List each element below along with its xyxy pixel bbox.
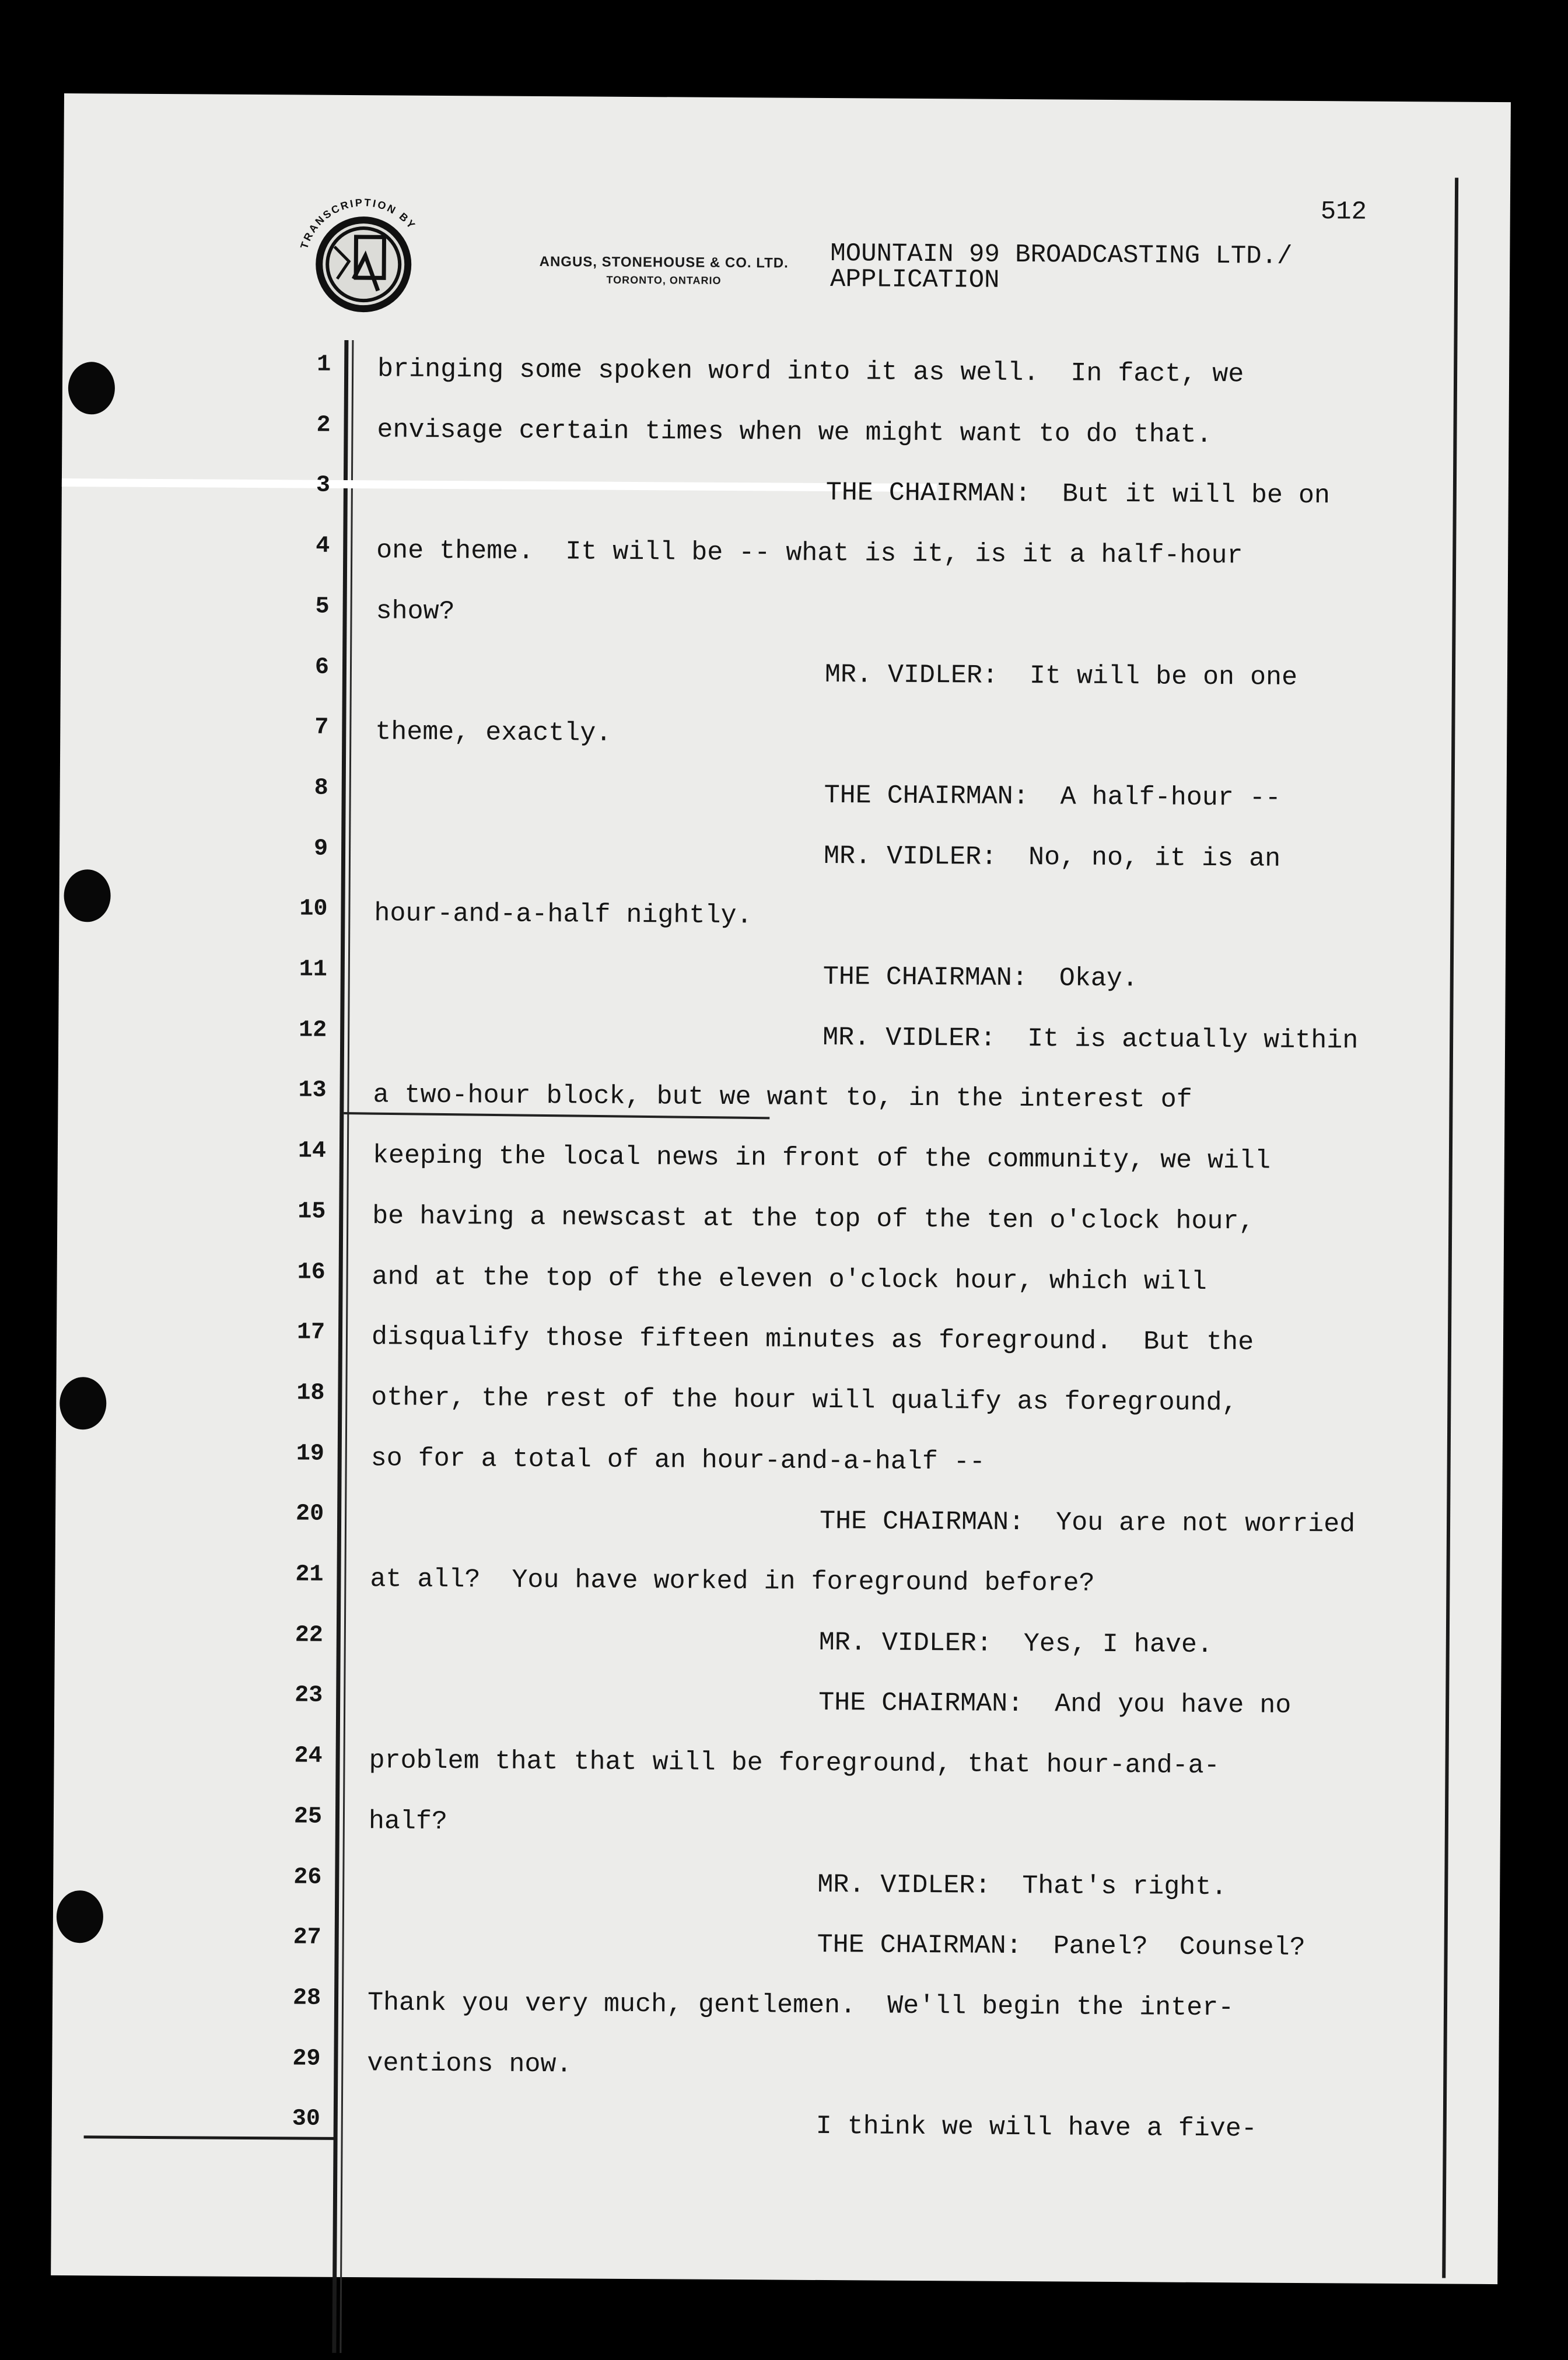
transcription-logo (290, 191, 437, 338)
speaker-line: MR. VIDLER: It will be on one (824, 659, 1298, 693)
speaker-line: THE CHAIRMAN: And you have no (818, 1688, 1292, 1721)
line-number: 4 (316, 533, 330, 560)
speaker-line: THE CHAIRMAN: Panel? Counsel? (817, 1930, 1306, 1963)
transcript-line (61, 592, 1449, 636)
line-text: theme, exactly. (375, 717, 612, 749)
line-text: one theme. It will be -- what is it, is it a half-hour (376, 536, 1243, 571)
transcript-line (61, 532, 1450, 575)
page-number: 512 (1320, 197, 1367, 227)
line-number: 24 (294, 1743, 323, 1770)
line-number: 27 (293, 1924, 321, 1951)
line-number: 7 (314, 714, 329, 741)
transcript-line (52, 1984, 1441, 2027)
transcript-line (62, 411, 1450, 454)
line-text: be having a newscast at the top of the ten o'clock hour, (372, 1201, 1255, 1237)
transcript-line (54, 1681, 1443, 1725)
transcript-line (53, 1862, 1441, 1906)
speaker-line: THE CHAIRMAN: A half-hour -- (824, 780, 1281, 813)
transcript-line (60, 834, 1448, 878)
transcript-line (52, 2104, 1440, 2148)
speaker-line: THE CHAIRMAN: Okay. (822, 962, 1139, 994)
speaker-line: MR. VIDLER: Yes, I have. (818, 1627, 1213, 1660)
transcript-line (58, 1016, 1447, 1060)
line-text: ventions now. (367, 2048, 572, 2079)
line-number: 23 (295, 1682, 323, 1709)
line-text: problem that that will be foreground, that hour-and-a- (369, 1746, 1220, 1781)
transcript-line (57, 1318, 1445, 1362)
transcript-line (55, 1560, 1443, 1604)
line-number: 29 (292, 2046, 321, 2072)
line-number: 3 (316, 473, 331, 499)
line-number: 21 (295, 1561, 324, 1588)
transcript-line (59, 955, 1447, 999)
line-number: 13 (298, 1077, 327, 1104)
line-number: 2 (316, 412, 331, 439)
line-text: keeping the local news in front of the community, we will (372, 1141, 1271, 1176)
line-number: 5 (315, 593, 330, 620)
transcript-line (62, 350, 1451, 394)
transcript-line (56, 1379, 1444, 1422)
transcript-line (60, 713, 1448, 757)
transcript-line (52, 1923, 1441, 1967)
line-number: 26 (293, 1863, 322, 1891)
line-number: 11 (299, 956, 327, 983)
firm-name: ANGUS, STONEHOUSE & CO. LTD. (539, 253, 789, 271)
transcript-line (58, 1137, 1446, 1180)
line-number: 9 (313, 835, 328, 862)
line-number: 28 (292, 1985, 321, 2012)
transcript-line (59, 894, 1447, 938)
transcript-line (62, 471, 1450, 515)
transcript-line (60, 774, 1448, 817)
line-number: 25 (293, 1803, 323, 1830)
line-number: 8 (314, 775, 328, 802)
transcript-line (54, 1802, 1442, 1846)
line-text: disqualify those fifteen minutes as foreground. But the (371, 1322, 1254, 1358)
speaker-line: MR. VIDLER: That's right. (817, 1869, 1227, 1902)
line-text: hour-and-a-half nightly. (374, 898, 752, 931)
line-number: 6 (314, 654, 330, 681)
line-text: show? (376, 596, 455, 627)
transcript-line (61, 652, 1449, 696)
transcript-line (57, 1257, 1445, 1301)
line-text: at all? You have worked in foreground before? (370, 1564, 1095, 1599)
title-line-1: MOUNTAIN 99 BROADCASTING LTD./ (830, 239, 1293, 271)
transcript-line (55, 1621, 1443, 1665)
speaker-line: I think we will have a five- (816, 2111, 1258, 2144)
line-number: 1 (317, 351, 331, 378)
line-text: and at the top of the eleven o'clock hour, which will (372, 1261, 1207, 1297)
line-number: 22 (295, 1622, 324, 1649)
transcript-page (51, 93, 1511, 2284)
line-text: so for a total of an hour-and-a-half -- (370, 1443, 986, 1477)
line-number: 12 (299, 1017, 327, 1044)
transcript-line (56, 1439, 1444, 1483)
line-number: 18 (296, 1380, 325, 1407)
line-text: Thank you very much, gentlemen. We'll begin the inter- (367, 1988, 1234, 2023)
line-number: 15 (298, 1198, 326, 1225)
transcript-line (55, 1499, 1444, 1543)
transcript-line (57, 1197, 1446, 1241)
firm-block (454, 253, 874, 288)
speaker-line: THE CHAIRMAN: You are not worried (819, 1506, 1356, 1540)
title-line-2: APPLICATION (830, 265, 1000, 295)
speaker-line: MR. VIDLER: No, no, it is an (823, 841, 1281, 874)
speaker-line: THE CHAIRMAN: But it will be on (825, 478, 1331, 511)
line-number: 20 (295, 1501, 324, 1528)
line-number: 30 (292, 2106, 320, 2133)
line-number: 14 (298, 1138, 327, 1165)
line-text: other, the rest of the hour will qualify as foreground, (371, 1383, 1238, 1418)
line-number: 17 (296, 1319, 326, 1346)
firm-city: TORONTO, ONTARIO (606, 274, 722, 286)
transcript-line (58, 1076, 1446, 1120)
speaker-line: MR. VIDLER: It is actually within (822, 1022, 1359, 1056)
line-number: 10 (299, 896, 328, 923)
transcript-line (52, 2044, 1440, 2088)
line-number: 16 (297, 1258, 326, 1286)
transcript-line (54, 1742, 1442, 1785)
line-text: half? (368, 1806, 448, 1837)
line-text: a two-hour block, but we want to, in the interest of (373, 1080, 1192, 1116)
proceeding-title (830, 241, 1293, 295)
line-number: 19 (296, 1441, 324, 1467)
line-text: bringing some spoken word into it as well. In fact, we (377, 354, 1244, 390)
line-text: envisage certain times when we might want to do that. (377, 414, 1212, 450)
svg-text:TRANSCRIPTION BY: TRANSCRIPTION BY (298, 196, 419, 250)
